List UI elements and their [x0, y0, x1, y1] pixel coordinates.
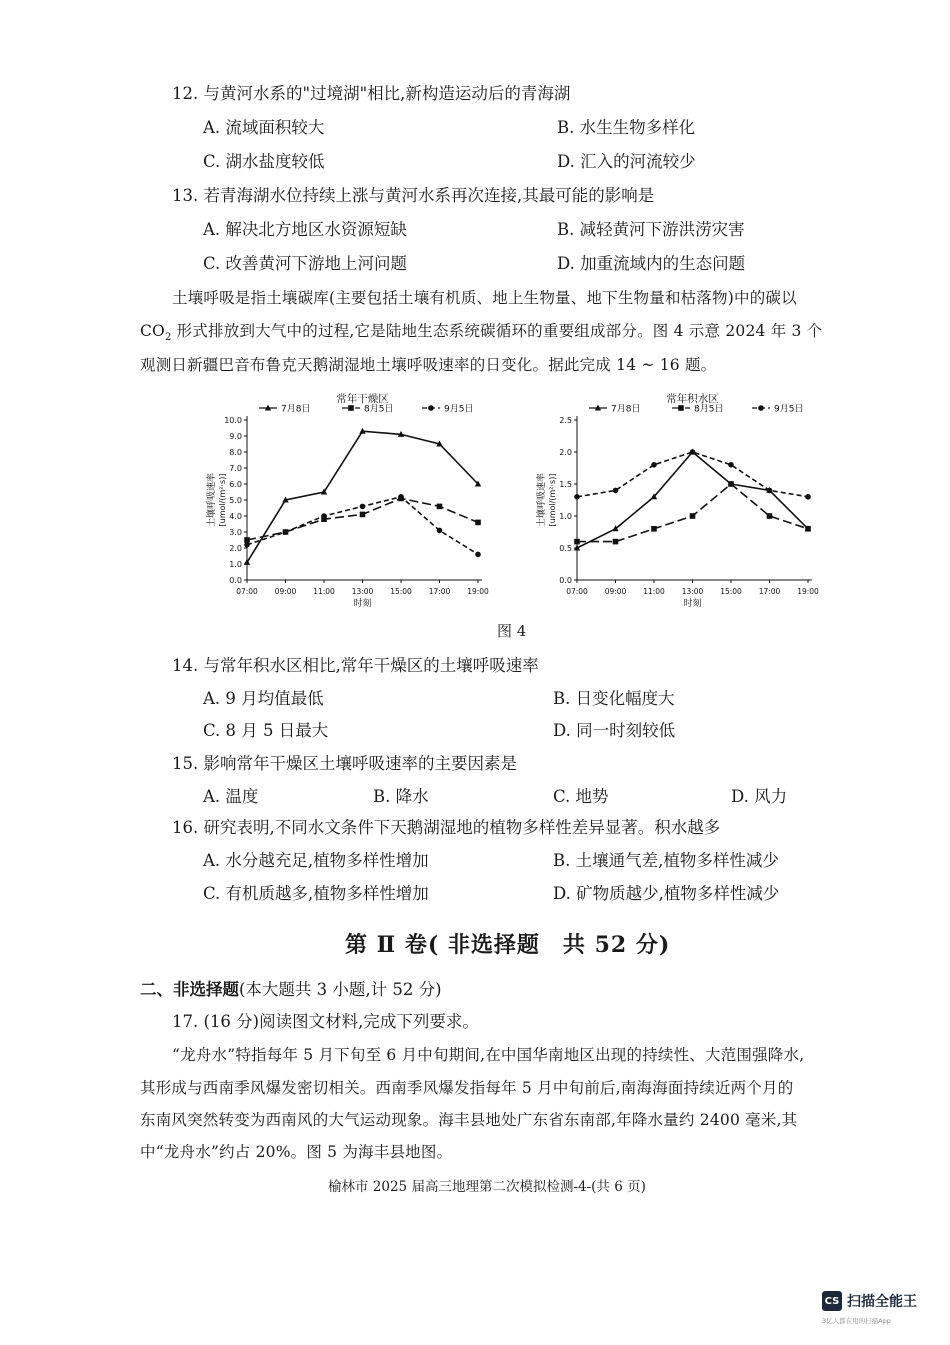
section-2-heading-rest: (本大题共 3 小题,计 52 分): [239, 980, 442, 999]
wet-chart-x-tick-label: 07:00: [566, 587, 588, 596]
wet-chart-data-point: [574, 539, 580, 545]
dry-chart-data-point: [475, 520, 481, 526]
dry-chart-legend-label: 8月5日: [364, 404, 394, 415]
dry-chart-data-point: [437, 504, 443, 510]
dry-chart-data-point: [437, 528, 443, 534]
dry-chart-x-label: 时刻: [353, 599, 372, 609]
wet-chart-y-tick-label: 2.0: [559, 448, 572, 457]
dry-chart-y-tick-label: 5.0: [229, 496, 242, 505]
q13-option-d: D. 加重流域内的生态问题: [557, 254, 746, 273]
q12-option-b: B. 水生生物多样化: [557, 118, 696, 137]
wet-chart-data-point: [613, 488, 619, 494]
q13-option-b: B. 减轻黄河下游洪涝灾害: [557, 220, 745, 239]
q17-para-line-1: “龙舟水”特指每年 5 月下旬至 6 月中旬期间,在中国华南地区出现的持续性、大范围强降水,: [172, 1046, 805, 1064]
dry-chart-data-point: [475, 552, 481, 558]
dry-chart-y-label: 土壤呼吸速率: [207, 472, 217, 528]
q15-option-d: D. 风力: [731, 787, 788, 806]
q14-stem: 14. 与常年积水区相比,常年干燥区的土壤呼吸速率: [172, 656, 539, 675]
watermark-name: 扫描全能王: [847, 1294, 917, 1310]
q15-option-b: B. 降水: [373, 787, 429, 806]
wet-chart-data-point: [728, 462, 734, 468]
dry-chart-y-unit: [umol/(m²·s)]: [218, 473, 227, 527]
q16-option-b: B. 土壤通气差,植物多样性减少: [553, 851, 779, 870]
co-text: CO: [140, 322, 165, 340]
chart-waterlogged-area: [530, 388, 830, 613]
watermark: [822, 1291, 917, 1311]
wet-chart-y-unit: [umol/(m²·s)]: [548, 473, 557, 527]
q14-option-c: C. 8 月 5 日最大: [203, 721, 329, 740]
wet-chart-legend-marker: [758, 405, 764, 411]
wet-chart-data-point: [767, 488, 773, 494]
q14-option-a: A. 9 月均值最低: [203, 689, 324, 708]
dry-chart-x-tick-label: 07:00: [236, 587, 258, 596]
wet-chart-legend-marker: [678, 405, 684, 411]
dry-chart-data-point: [244, 537, 250, 543]
intro-line-2-rest: 形式排放到大气中的过程,它是陆地生态系统碳循环的重要组成部分。图 4 示意 2024 年 3 个: [171, 322, 823, 340]
wet-chart-data-point: [690, 513, 696, 519]
dry-chart-data-point: [321, 513, 327, 519]
dry-chart-legend-label: 9月5日: [444, 404, 474, 415]
wet-chart-x-tick-label: 17:00: [758, 587, 781, 596]
wet-chart-legend-label: 8月5日: [694, 404, 724, 415]
q14-option-b: B. 日变化幅度大: [553, 689, 675, 708]
dry-chart-y-tick-label: 10.0: [224, 416, 242, 425]
wet-chart-x-tick-label: 13:00: [681, 587, 704, 596]
q12-option-a: A. 流域面积较大: [203, 118, 325, 137]
dry-chart-data-point: [244, 542, 250, 548]
wet-chart-data-point: [690, 449, 696, 455]
dry-chart-y-tick-label: 6.0: [229, 480, 242, 489]
intro-line-3: 观测日新疆巴音布鲁克天鹅湖湿地土壤呼吸速率的日变化。据此完成 14 ~ 16 题。: [140, 356, 717, 374]
q17-para-line-2: 其形成与西南季风爆发密切相关。西南季风爆发指每年 5 月中旬前后,南海海面持续近两个月的: [140, 1079, 794, 1097]
dry-chart-y-tick-label: 8.0: [229, 448, 242, 457]
wet-chart-x-tick-label: 15:00: [720, 587, 742, 596]
wet-chart-y-label: 土壤呼吸速率: [537, 472, 547, 528]
wet-chart-legend-label: 7月8日: [611, 404, 641, 415]
dry-chart-series-line: [247, 431, 478, 562]
q17-para-line-3: 东南风突然转变为西南风的大气运动现象。海丰县地处广东省东南部,年降水量约 2400 毫米,其: [140, 1111, 798, 1129]
q12-option-c: C. 湖水盐度较低: [203, 152, 325, 171]
dry-chart-data-point: [283, 529, 289, 535]
q14-option-d: D. 同一时刻较低: [553, 721, 676, 740]
dry-chart-y-tick-label: 9.0: [229, 432, 242, 441]
wet-chart-x-tick-label: 09:00: [604, 587, 627, 596]
wet-chart-x-tick-label: 19:00: [797, 587, 819, 596]
wet-chart-y-tick-label: 2.5: [559, 416, 572, 425]
dry-chart-y-tick-label: 0.0: [229, 576, 242, 585]
figure-caption: 图 4: [497, 622, 527, 640]
chart-dry-area: [200, 388, 500, 613]
q13-stem: 13. 若青海湖水位持续上涨与黄河水系再次连接,其最可能的影响是: [172, 186, 655, 205]
q15-option-a: A. 温度: [203, 787, 259, 806]
q16-option-d: D. 矿物质越少,植物多样性减少: [553, 884, 780, 903]
wet-chart-data-point: [805, 494, 811, 500]
dry-chart-x-tick-label: 15:00: [390, 587, 412, 596]
dry-chart-x-tick-label: 11:00: [313, 587, 335, 596]
part-2-title: 第 Ⅱ 卷( 非选择题 共 52 分): [345, 932, 671, 958]
wet-chart-y-tick-label: 1.0: [559, 512, 572, 521]
dry-chart-legend-marker: [348, 405, 354, 411]
dry-chart-y-tick-label: 4.0: [229, 512, 242, 521]
dry-chart-y-tick-label: 3.0: [229, 528, 242, 537]
dry-chart-data-point: [360, 512, 366, 518]
q13-option-c: C. 改善黄河下游地上河问题: [203, 254, 408, 273]
wet-chart-series-line: [577, 452, 808, 497]
dry-chart-x-tick-label: 09:00: [274, 587, 297, 596]
section-2-heading-bold: 二、非选择题: [140, 980, 239, 999]
wet-chart-data-point: [805, 526, 811, 532]
dry-chart-y-tick-label: 2.0: [229, 544, 242, 553]
wet-chart-y-tick-label: 1.5: [559, 480, 572, 489]
watermark-sub: 3亿人都在用的扫描App: [822, 1317, 891, 1325]
intro-line-1: 土壤呼吸是指土壤碳库(主要包括土壤有机质、地上生物量、地下生物量和枯落物)中的碳以: [172, 289, 797, 307]
wet-chart-series-line: [577, 484, 808, 542]
wet-chart-data-point: [651, 462, 657, 468]
dry-chart-data-point: [398, 494, 404, 500]
q16-option-a: A. 水分越充足,植物多样性增加: [203, 851, 429, 870]
wet-chart-data-point: [613, 539, 619, 545]
wet-chart-data-point: [574, 494, 580, 500]
q15-stem: 15. 影响常年干燥区土壤呼吸速率的主要因素是: [172, 754, 517, 773]
dry-chart-y-tick-label: 1.0: [229, 560, 242, 569]
wet-chart-legend-label: 9月5日: [774, 404, 804, 415]
dry-chart-legend-label: 7月8日: [281, 404, 311, 415]
camscanner-logo-icon: CS: [822, 1291, 842, 1311]
co-subscript: 2: [164, 332, 172, 344]
q17-para-line-4: 中“龙舟水”约占 20%。图 5 为海丰县地图。: [140, 1143, 453, 1161]
dry-chart-title: 常年干燥区: [336, 393, 389, 405]
wet-chart-x-tick-label: 11:00: [643, 587, 665, 596]
q13-option-a: A. 解决北方地区水资源短缺: [203, 220, 407, 239]
dry-chart-data-point: [360, 504, 366, 510]
q16-option-c: C. 有机质越多,植物多样性增加: [203, 884, 429, 903]
wet-chart-y-tick-label: 0.0: [559, 576, 572, 585]
dry-chart-x-tick-label: 17:00: [428, 587, 451, 596]
q12-option-d: D. 汇入的河流较少: [557, 152, 696, 171]
page-footer: 榆林市 2025 届高三地理第二次模拟检测-4-(共 6 页): [328, 1179, 646, 1195]
wet-chart-x-label: 时刻: [683, 599, 702, 609]
wet-chart-data-point: [728, 481, 734, 487]
q12-stem: 12. 与黄河水系的"过境湖"相比,新构造运动后的青海湖: [172, 84, 571, 103]
section-2-heading: [140, 980, 442, 1000]
q15-option-c: C. 地势: [553, 787, 609, 806]
wet-chart-data-point: [651, 526, 657, 532]
dry-chart-x-tick-label: 13:00: [351, 587, 374, 596]
wet-chart-series-line: [577, 452, 808, 548]
wet-chart-data-point: [767, 513, 773, 519]
q16-stem: 16. 研究表明,不同水文条件下天鹅湖湿地的植物多样性差异显著。积水越多: [172, 818, 721, 837]
q17-stem: 17. (16 分)阅读图文材料,完成下列要求。: [172, 1012, 479, 1031]
dry-chart-x-tick-label: 19:00: [467, 587, 489, 596]
wet-chart-title: 常年积水区: [666, 393, 719, 405]
dry-chart-legend-marker: [428, 405, 434, 411]
intro-line-2: [140, 321, 822, 348]
wet-chart-y-tick-label: 0.5: [559, 544, 572, 553]
dry-chart-y-tick-label: 7.0: [229, 464, 242, 473]
